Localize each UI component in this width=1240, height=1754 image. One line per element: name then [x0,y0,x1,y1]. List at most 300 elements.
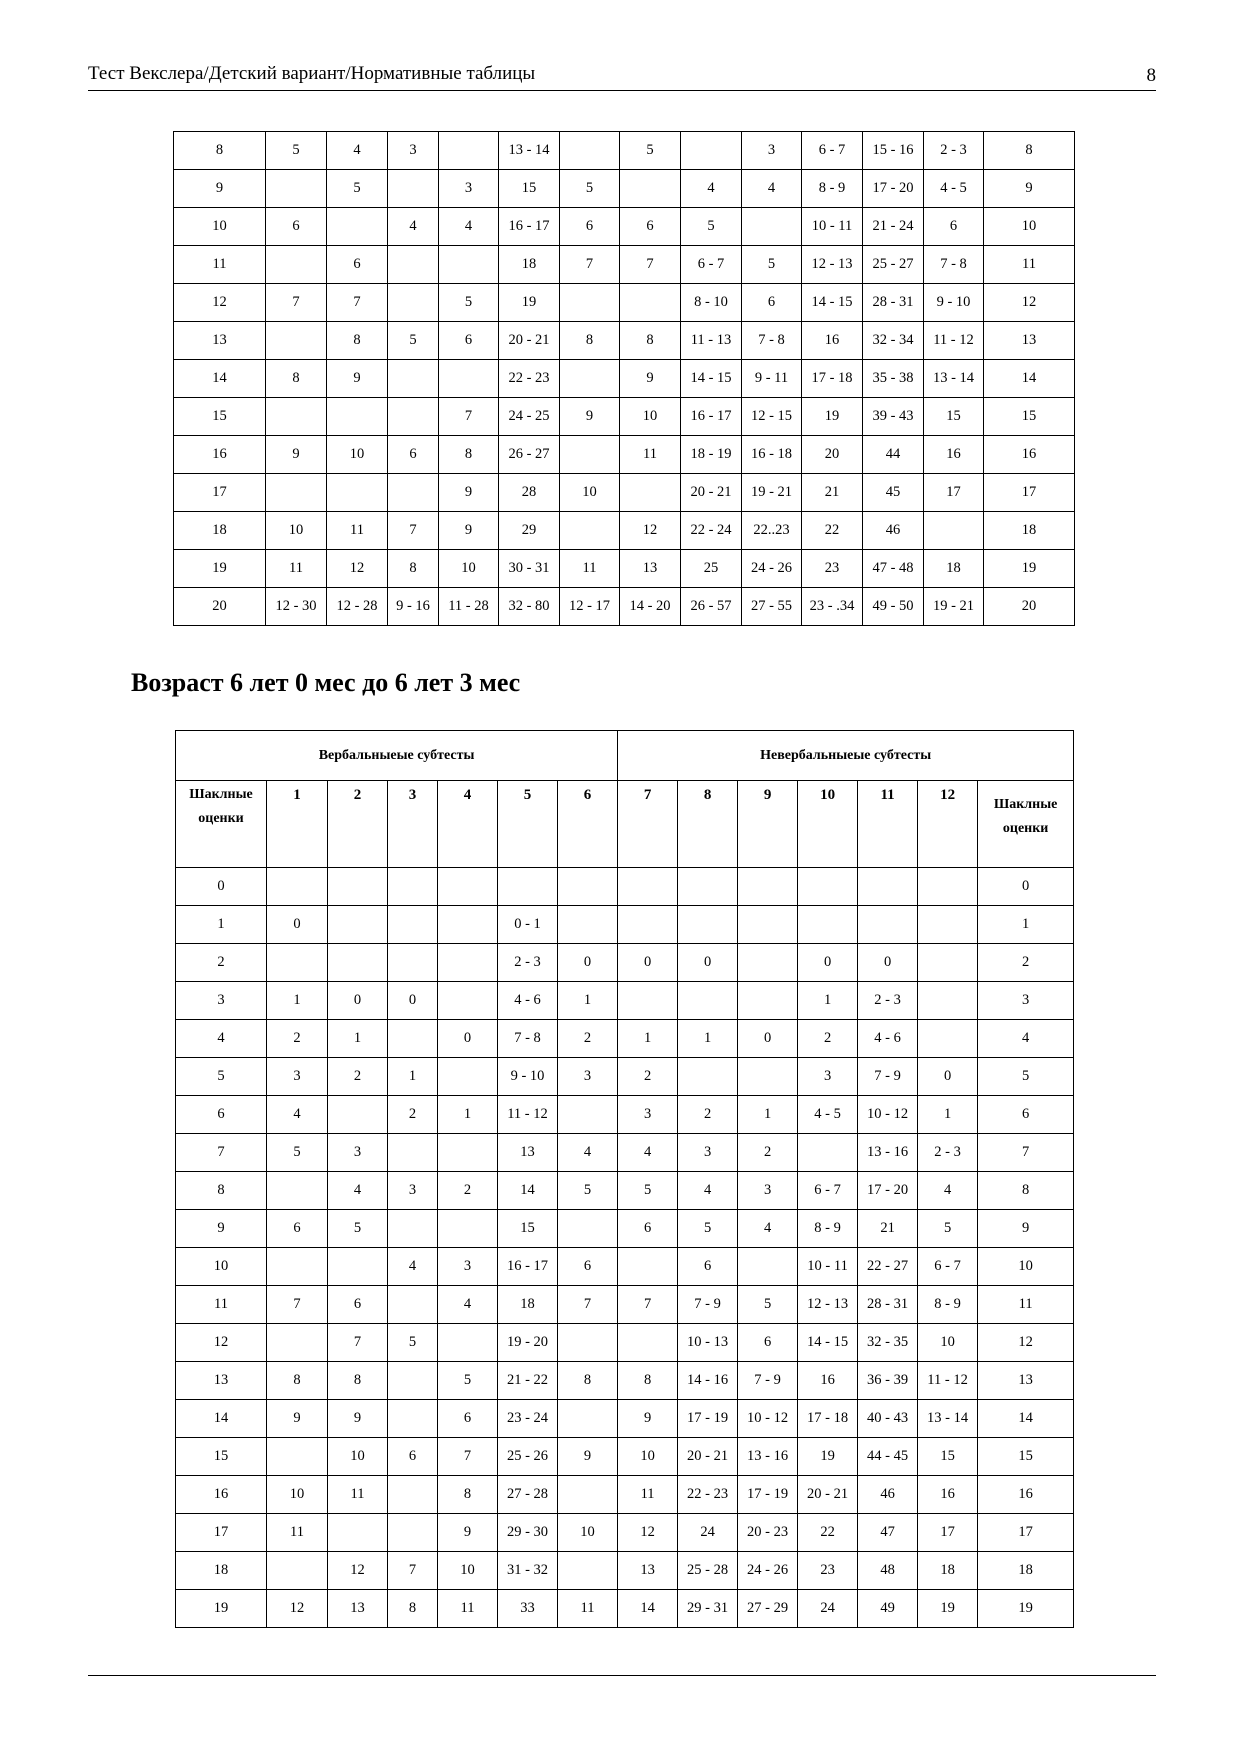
table-cell: 24 - 26 [738,1552,798,1590]
table-row [176,1172,1074,1210]
table-cell: 7 [439,398,499,436]
table-cell: 13 [978,1362,1074,1400]
table-cell: 22..23 [742,512,802,550]
subtest-header: 3 [388,781,438,868]
table-cell: 17 - 18 [802,360,863,398]
table-cell: 10 - 12 [858,1096,918,1134]
table-cell: 18 [174,512,266,550]
table-cell: 0 [678,944,738,982]
table-cell: 7 [438,1438,498,1476]
table-row [176,1096,1074,1134]
table-cell: 44 [863,436,924,474]
table-cell [738,906,798,944]
table-cell [266,170,327,208]
table-row [174,208,1075,246]
table-cell: 10 [439,550,499,588]
subtest-header: 2 [328,781,388,868]
table-cell: 16 [798,1362,858,1400]
table-cell: 12 - 13 [798,1286,858,1324]
table-cell: 14 - 15 [681,360,742,398]
table-cell [558,1552,618,1590]
table-cell [438,1210,498,1248]
table-cell: 10 [438,1552,498,1590]
table-cell: 4 [742,170,802,208]
table-cell: 8 [439,436,499,474]
table-cell [558,1476,618,1514]
table-cell: 15 [918,1438,978,1476]
table-cell: 17 [984,474,1075,512]
table-cell: 17 - 18 [798,1400,858,1438]
table-cell [266,246,327,284]
table-cell: 1 [438,1096,498,1134]
table-cell: 7 - 8 [498,1020,558,1058]
table-cell: 7 [978,1134,1074,1172]
table-cell [328,906,388,944]
table-cell: 9 [984,170,1075,208]
table-cell [388,1362,438,1400]
table-cell: 36 - 39 [858,1362,918,1400]
table-cell: 44 - 45 [858,1438,918,1476]
table-cell [918,868,978,906]
table-cell: 21 [858,1210,918,1248]
table-cell [618,982,678,1020]
table-cell: 3 [978,982,1074,1020]
table-cell: 1 [918,1096,978,1134]
table-cell [388,1400,438,1438]
table-cell: 3 [176,982,267,1020]
table-cell: 8 [328,1362,388,1400]
table-cell: 1 [738,1096,798,1134]
table-cell: 26 - 57 [681,588,742,626]
table-cell: 20 [984,588,1075,626]
table-cell: 14 [978,1400,1074,1438]
table-cell [438,1134,498,1172]
table-cell: 18 [498,1286,558,1324]
table-cell: 32 - 35 [858,1324,918,1362]
table-cell: 7 [266,284,327,322]
table-cell [388,246,439,284]
table-cell: 19 [802,398,863,436]
table-cell: 3 [618,1096,678,1134]
table-cell: 6 [388,436,439,474]
table-cell: 7 [618,1286,678,1324]
table-row [176,1438,1074,1476]
group-header-row [176,731,1074,781]
table-row [176,1286,1074,1324]
table-cell: 7 - 9 [738,1362,798,1400]
table-cell: 2 [678,1096,738,1134]
table-cell: 16 [176,1476,267,1514]
table-cell: 8 [618,1362,678,1400]
table-cell [678,868,738,906]
table-cell: 12 [327,550,388,588]
table-cell: 18 [176,1552,267,1590]
table-cell: 12 - 17 [560,588,620,626]
table-cell: 2 - 3 [498,944,558,982]
table-cell: 24 - 26 [742,550,802,588]
table-cell: 3 [558,1058,618,1096]
table-cell: 6 [618,1210,678,1248]
table-cell: 10 [327,436,388,474]
table-cell: 5 [267,1134,328,1172]
table-cell: 19 [978,1590,1074,1628]
table-cell: 9 [558,1438,618,1476]
table-cell: 4 [978,1020,1074,1058]
table-cell: 20 [802,436,863,474]
table-row [174,398,1075,436]
table-cell: 7 [560,246,620,284]
table-cell: 15 [984,398,1075,436]
table-row [174,322,1075,360]
table-cell [388,284,439,322]
table-cell: 11 - 12 [498,1096,558,1134]
table-cell: 14 - 15 [798,1324,858,1362]
table-cell: 0 [267,906,328,944]
table-cell: 49 [858,1590,918,1628]
table-cell: 12 [328,1552,388,1590]
table-cell [618,868,678,906]
table-cell [388,868,438,906]
table-cell: 11 [978,1286,1074,1324]
table-row [174,360,1075,398]
table-cell: 28 [499,474,560,512]
table-cell: 2 [618,1058,678,1096]
table-cell: 6 [176,1096,267,1134]
table-cell: 18 [984,512,1075,550]
table-cell: 7 - 8 [742,322,802,360]
table-cell: 6 [924,208,984,246]
table-row [176,1020,1074,1058]
table-cell: 6 - 7 [798,1172,858,1210]
table-cell [328,944,388,982]
table-cell: 13 - 14 [499,132,560,170]
table-cell: 10 [918,1324,978,1362]
table-cell: 10 - 12 [738,1400,798,1438]
table-cell: 16 - 17 [681,398,742,436]
table-cell: 16 [174,436,266,474]
table-cell: 0 [738,1020,798,1058]
table-cell: 4 [918,1172,978,1210]
table-cell [618,1324,678,1362]
table-cell: 8 - 10 [681,284,742,322]
table-cell: 1 [176,906,267,944]
table-cell: 0 [388,982,438,1020]
table-cell: 5 [618,1172,678,1210]
table-cell [678,906,738,944]
table-cell: 9 - 10 [924,284,984,322]
table-cell: 31 - 32 [498,1552,558,1590]
table-cell: 13 [174,322,266,360]
table-cell: 27 - 28 [498,1476,558,1514]
table-cell [266,474,327,512]
table-cell: 12 [176,1324,267,1362]
table-cell [328,868,388,906]
table-cell: 2 - 3 [924,132,984,170]
table-cell: 6 - 7 [802,132,863,170]
table-cell [267,868,328,906]
table-cell: 13 [620,550,681,588]
table-cell: 8 [176,1172,267,1210]
table-cell: 4 [678,1172,738,1210]
table-cell: 11 [618,1476,678,1514]
table-cell: 11 [176,1286,267,1324]
table-row [176,982,1074,1020]
table-cell: 13 [618,1552,678,1590]
table-cell: 12 - 15 [742,398,802,436]
table-cell: 8 [388,1590,438,1628]
table-cell: 0 [858,944,918,982]
table-cell: 8 - 9 [918,1286,978,1324]
subtest-header: 8 [678,781,738,868]
subtest-header: 4 [438,781,498,868]
table-cell: 8 [558,1362,618,1400]
table-row [176,1590,1074,1628]
table-cell: 3 [678,1134,738,1172]
table-cell: 12 [978,1324,1074,1362]
table-cell: 5 [918,1210,978,1248]
table-cell: 23 - 24 [498,1400,558,1438]
table-cell: 20 [174,588,266,626]
table-cell: 14 - 16 [678,1362,738,1400]
table-cell: 0 [978,868,1074,906]
table-cell: 10 [560,474,620,512]
table-cell: 12 [267,1590,328,1628]
table-cell: 11 [174,246,266,284]
table-cell [266,398,327,436]
table-cell [678,982,738,1020]
table-cell: 11 [620,436,681,474]
norm-table-age6-head [176,731,1074,868]
table-cell: 12 [984,284,1075,322]
table-cell: 2 [978,944,1074,982]
table-cell [918,906,978,944]
table-cell: 12 - 13 [802,246,863,284]
table-cell: 5 [620,132,681,170]
table-cell: 4 [681,170,742,208]
table-cell [438,906,498,944]
table-cell [267,1324,328,1362]
table-cell: 9 [267,1400,328,1438]
table-cell: 0 [918,1058,978,1096]
table-cell: 3 [388,132,439,170]
table-cell: 17 [924,474,984,512]
table-cell [560,132,620,170]
table-cell [388,944,438,982]
table-cell [327,398,388,436]
table-cell: 16 [978,1476,1074,1514]
table-cell: 11 - 12 [918,1362,978,1400]
table-cell: 0 - 1 [498,906,558,944]
table-cell: 2 [328,1058,388,1096]
table-cell [560,284,620,322]
table-cell: 4 - 5 [798,1096,858,1134]
table-row [176,1058,1074,1096]
table-cell: 4 [388,208,439,246]
table-cell: 4 [267,1096,328,1134]
table-cell: 10 [558,1514,618,1552]
table-cell: 6 [267,1210,328,1248]
table-cell: 2 - 3 [918,1134,978,1172]
table-cell [560,512,620,550]
table-cell: 17 - 19 [738,1476,798,1514]
table-cell: 14 [984,360,1075,398]
table-cell: 20 - 21 [798,1476,858,1514]
table-cell: 10 [266,512,327,550]
table-cell: 29 [499,512,560,550]
norm-table-continued-body [174,132,1075,626]
table-row [174,170,1075,208]
table-cell: 7 [327,284,388,322]
table-cell: 16 - 17 [498,1248,558,1286]
table-cell: 5 [438,1362,498,1400]
table-cell: 39 - 43 [863,398,924,436]
norm-table-continued [173,131,1075,626]
table-cell [388,170,439,208]
table-cell [558,1324,618,1362]
table-cell: 11 - 12 [924,322,984,360]
table-cell: 7 [176,1134,267,1172]
table-cell: 21 [802,474,863,512]
table-cell: 19 [798,1438,858,1476]
table-cell: 6 [388,1438,438,1476]
table-row [174,284,1075,322]
table-cell [618,906,678,944]
table-cell: 5 [176,1058,267,1096]
table-cell: 15 - 16 [863,132,924,170]
table-cell: 11 [558,1590,618,1628]
table-cell: 3 [742,132,802,170]
table-cell [267,1438,328,1476]
table-cell: 7 - 9 [858,1058,918,1096]
table-row [176,1362,1074,1400]
table-cell [558,1210,618,1248]
table-cell: 4 [618,1134,678,1172]
table-cell [327,474,388,512]
table-cell: 13 - 14 [924,360,984,398]
table-cell: 19 [918,1590,978,1628]
table-row [176,1324,1074,1362]
section-heading: Возраст 6 лет 0 мес до 6 лет 3 мес [131,668,521,697]
table-cell: 7 - 8 [924,246,984,284]
table-cell: 16 - 18 [742,436,802,474]
table-cell: 2 [558,1020,618,1058]
table-cell: 24 [798,1590,858,1628]
subtest-header: 7 [618,781,678,868]
table-cell: 13 - 14 [918,1400,978,1438]
page-header [88,62,1156,91]
table-cell [560,360,620,398]
table-cell: 13 [984,322,1075,360]
table-cell: 16 [802,322,863,360]
table-cell [858,906,918,944]
table-cell: 13 [328,1590,388,1628]
table-cell: 7 [388,512,439,550]
table-cell: 3 [738,1172,798,1210]
table-cell: 23 [802,550,863,588]
table-cell [924,512,984,550]
table-cell [438,982,498,1020]
table-cell [918,1020,978,1058]
table-cell: 14 [618,1590,678,1628]
table-row [174,474,1075,512]
table-cell: 10 [328,1438,388,1476]
table-cell: 47 [858,1514,918,1552]
table-cell: 25 [681,550,742,588]
table-cell [439,246,499,284]
table-cell: 6 [978,1096,1074,1134]
table-cell: 16 [984,436,1075,474]
table-cell [738,1058,798,1096]
table-cell: 6 [438,1400,498,1438]
table-cell: 6 [328,1286,388,1324]
table-cell: 9 [327,360,388,398]
table-cell: 28 - 31 [858,1286,918,1324]
table-cell: 9 [560,398,620,436]
page-number: 8 [1146,65,1156,86]
table-cell: 46 [858,1476,918,1514]
table-cell: 6 [738,1324,798,1362]
table-cell [327,208,388,246]
table-cell [267,1248,328,1286]
table-cell: 17 [174,474,266,512]
table-cell [558,1096,618,1134]
table-cell: 18 [918,1552,978,1590]
table-cell [498,868,558,906]
table-cell: 5 [388,322,439,360]
table-cell: 0 [176,868,267,906]
table-cell [558,868,618,906]
scale-score-header-right: Шаклные оценки [978,781,1074,868]
table-cell [439,360,499,398]
table-cell: 24 - 25 [499,398,560,436]
table-cell: 14 [174,360,266,398]
table-cell: 11 [984,246,1075,284]
group-header-nonverbal: Невербальныеые субтесты [618,731,1074,781]
table-cell: 17 [176,1514,267,1552]
footer-rule [88,1675,1156,1676]
table-row [176,1476,1074,1514]
table-cell: 46 [863,512,924,550]
table-cell: 14 - 15 [802,284,863,322]
table-cell: 19 [984,550,1075,588]
table-cell: 15 [499,170,560,208]
table-cell: 35 - 38 [863,360,924,398]
table-cell: 11 [327,512,388,550]
table-cell: 8 [438,1476,498,1514]
table-row [176,868,1074,906]
table-cell [388,474,439,512]
table-cell: 45 [863,474,924,512]
table-cell: 17 - 20 [858,1172,918,1210]
table-cell: 33 [498,1590,558,1628]
table-cell: 5 [738,1286,798,1324]
table-cell: 22 - 27 [858,1248,918,1286]
table-cell: 32 - 80 [499,588,560,626]
table-row [176,1248,1074,1286]
table-cell: 12 - 28 [327,588,388,626]
table-cell: 3 [328,1134,388,1172]
table-cell [918,982,978,1020]
table-cell: 16 [918,1476,978,1514]
table-cell [742,208,802,246]
table-cell: 15 [174,398,266,436]
table-cell: 8 - 9 [802,170,863,208]
table-row [176,1210,1074,1248]
table-cell [328,1514,388,1552]
table-cell: 10 [174,208,266,246]
table-cell: 11 - 28 [439,588,499,626]
table-cell [738,868,798,906]
